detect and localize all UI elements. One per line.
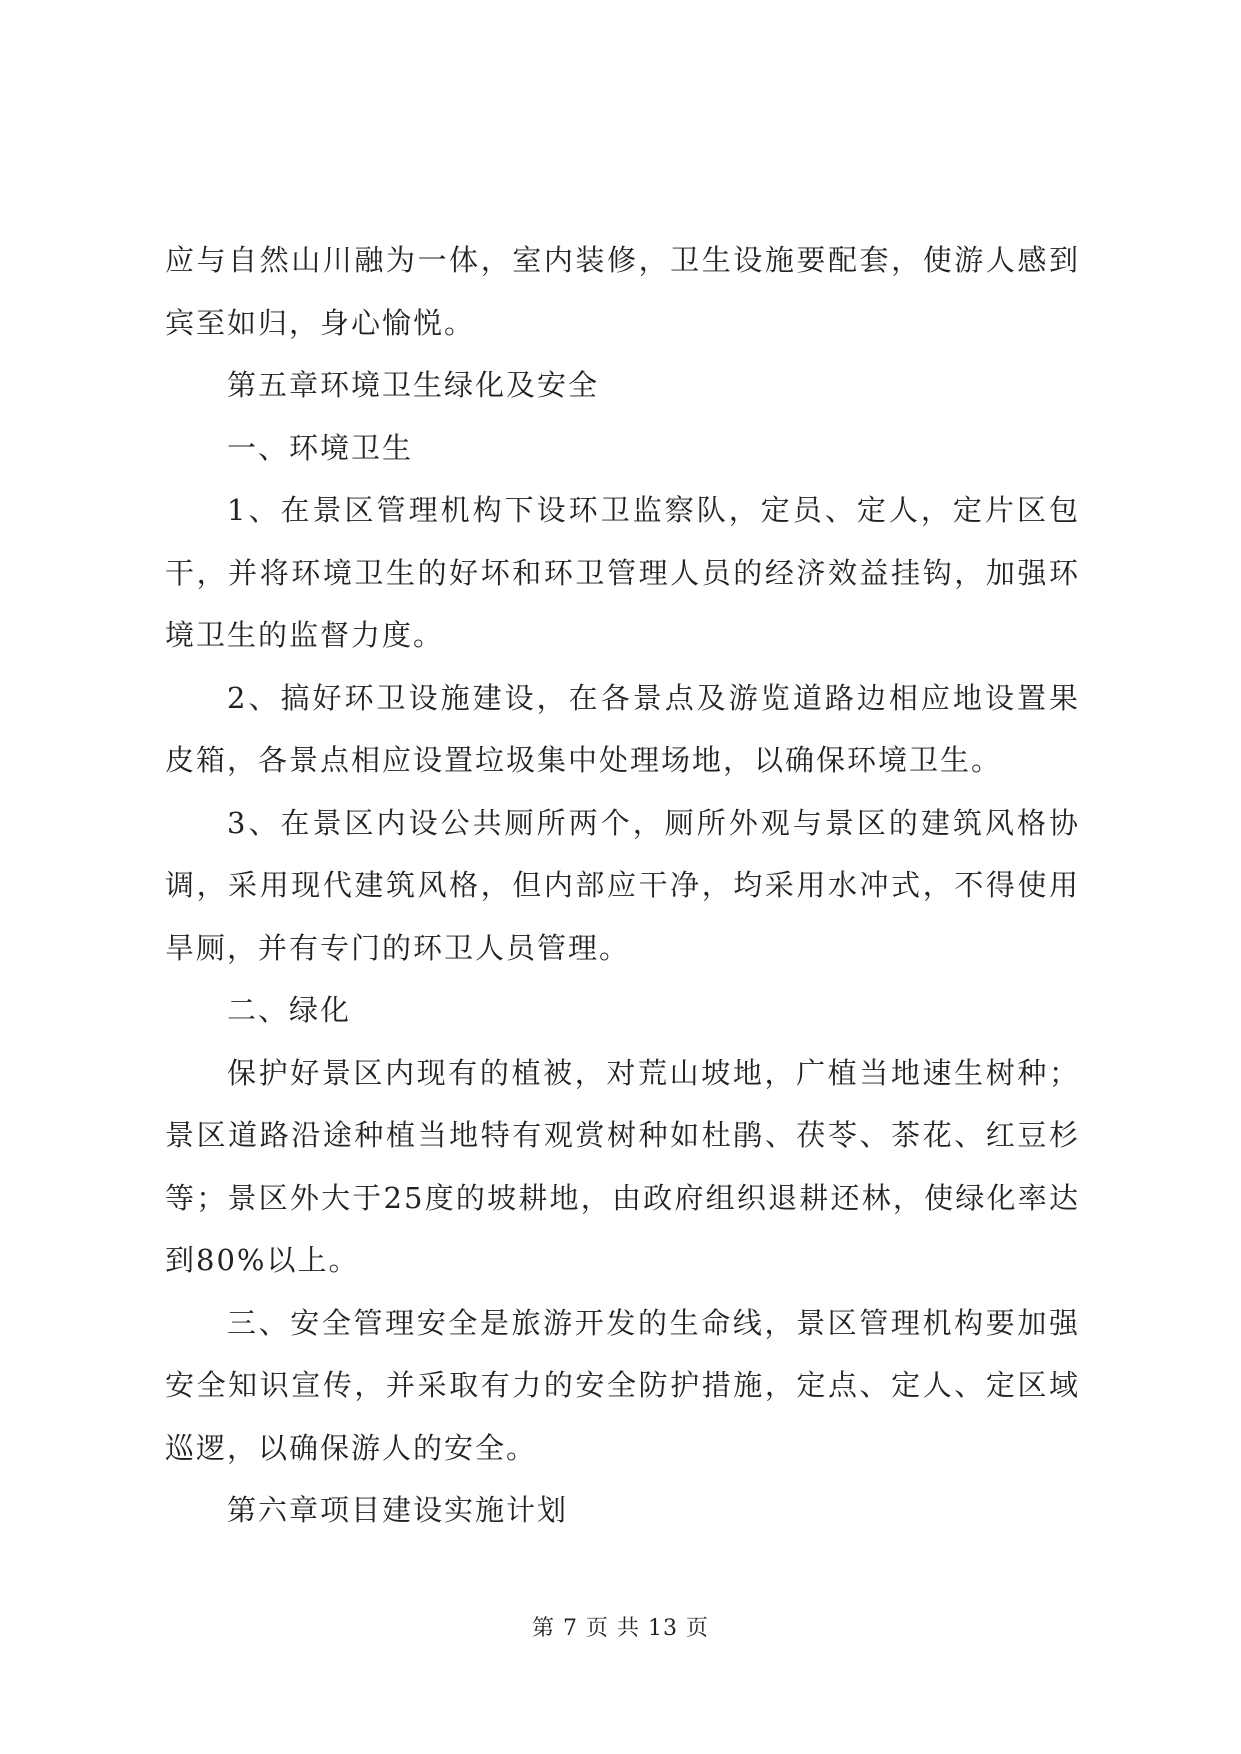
paragraph-continuation: 应与自然山川融为一体，室内装修，卫生设施要配套，使游人感到宾至如归，身心愉悦。 — [165, 243, 1080, 340]
paragraph-item-1: 1、在景区管理机构下设环卫监察队，定员、定人，定片区包干，并将环境卫生的好坏和环卫管理人员的经济效益挂钩，加强环境卫生的监督力度。 — [165, 493, 1080, 652]
page-number-footer: 第 7 页 共 13 页 — [532, 1616, 709, 1641]
chapter-heading-5: 第五章环境卫生绿化及安全 — [227, 368, 600, 402]
chapter-heading-6: 第六章项目建设实施计划 — [227, 1493, 569, 1527]
section-heading-greening: 二、绿化 — [227, 993, 352, 1027]
paragraph-item-2: 2、搞好环卫设施建设，在各景点及游览道路边相应地设置果皮箱，各景点相应设置垃圾集中处理场地，以确保环境卫生。 — [165, 680, 1080, 777]
document-body — [165, 229, 1080, 1542]
section-heading-sanitation: 一、环境卫生 — [227, 430, 414, 465]
paragraph-item-3: 3、在景区内设公共厕所两个，厕所外观与景区的建筑风格协调，采用现代建筑风格，但内部应干净，均采用水冲式，不得使用旱厕，并有专门的环卫人员管理。 — [165, 805, 1080, 965]
paragraph-safety: 三、安全管理安全是旅游开发的生命线，景区管理机构要加强安全知识宣传，并采取有力的安全防护措施，定点、定人、定区域巡逻，以确保游人的安全。 — [165, 1305, 1080, 1465]
paragraph-greening: 保护好景区内现有的植被，对荒山坡地，广植当地速生树种；景区道路沿途种植当地特有观赏树种如杜鹃、茯苓、茶花、红豆杉等；景区外大于25度的坡耕地，由政府组织退耕还林，使绿化率达到80%以上。 — [165, 1055, 1080, 1277]
